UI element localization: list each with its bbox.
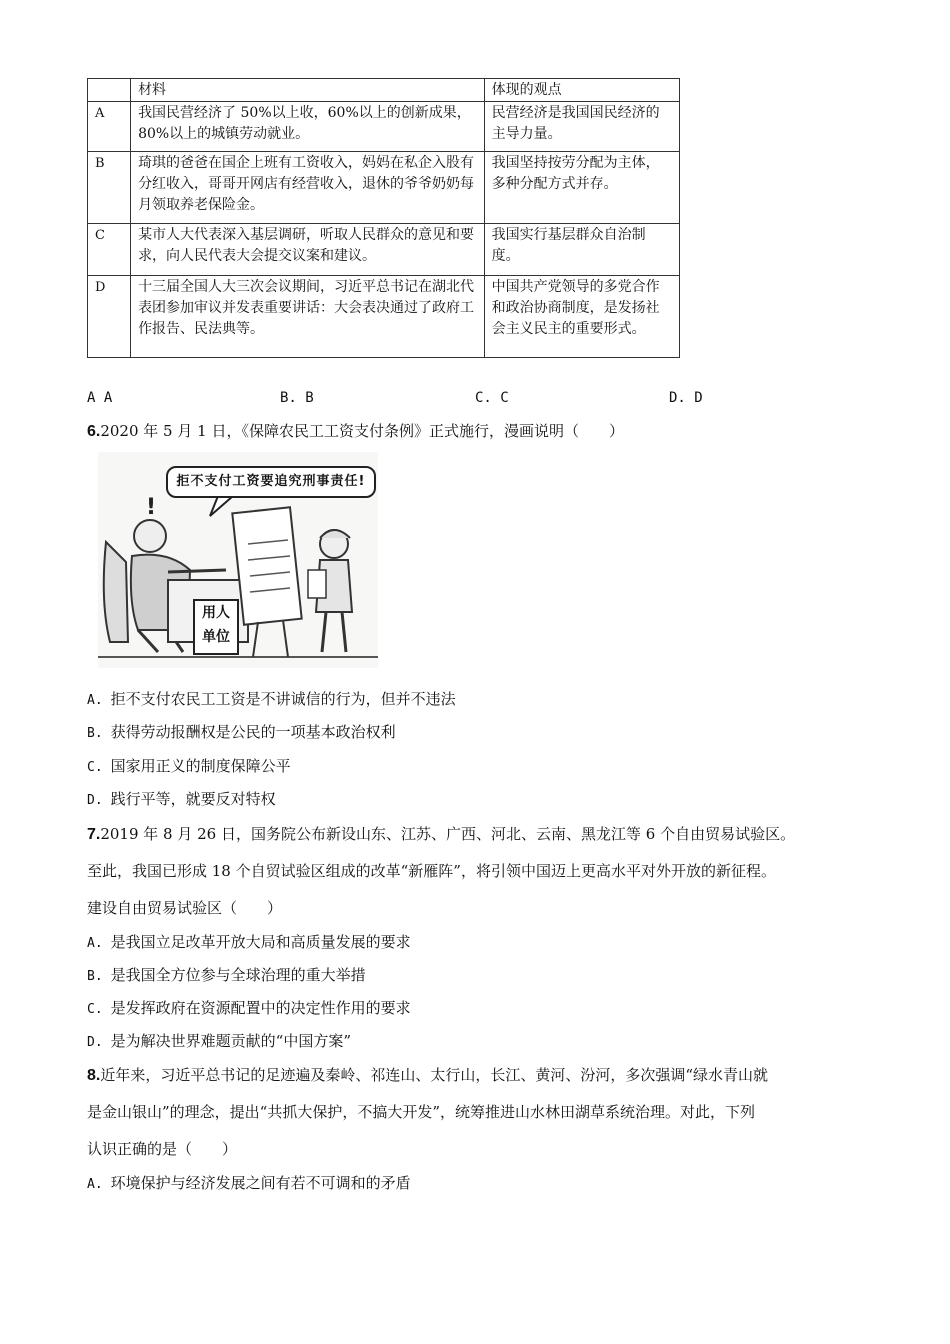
row-view: 中国共产党领导的多党合作和政治协商制度，是发扬社会主义民主的重要形式。 <box>484 276 679 358</box>
speech-bubble: 拒不支付工资要追究刑事责任! <box>166 466 376 498</box>
option-text: 环境保护与经济发展之间有若不可调和的矛盾 <box>110 1174 411 1192</box>
q6-option-d[interactable] <box>87 789 276 811</box>
q8-option-a[interactable] <box>87 1173 411 1195</box>
option-text: 是我国立足改革开放大局和高质量发展的要求 <box>110 933 411 951</box>
row-key: C <box>88 224 131 276</box>
header-cell-view: 体现的观点 <box>484 79 679 102</box>
q5-choice-a[interactable]: A A <box>87 390 113 406</box>
row-key: A <box>88 102 131 152</box>
option-letter: B. <box>87 969 103 984</box>
row-material: 琦琪的爸爸在国企上班有工资收入，妈妈在私企入股有分红收入，哥哥开网店有经营收入，退休的爷爷奶奶每月领取养老保险金。 <box>131 152 485 224</box>
row-key: B <box>88 152 131 224</box>
option-letter: A. <box>87 693 103 708</box>
q5-choice-b[interactable]: B. B <box>280 390 314 406</box>
q5-table <box>87 78 680 358</box>
option-letter: B. <box>87 726 103 741</box>
svg-text:!: ! <box>146 495 157 520</box>
option-text: 国家用正义的制度保障公平 <box>110 757 291 775</box>
table-row <box>88 152 680 224</box>
option-letter: C. <box>87 760 103 775</box>
employer-sign-line2: 单位 <box>202 629 230 645</box>
q6-option-b[interactable] <box>87 722 396 744</box>
row-material: 某市人大代表深入基层调研，听取人民群众的意见和要求，向人民代表大会提交议案和建议。 <box>131 224 485 276</box>
row-material: 我国民营经济了 50%以上收，60%以上的创新成果，80%以上的城镇劳动就业。 <box>131 102 485 152</box>
option-letter: A. <box>87 936 103 951</box>
employer-sign <box>193 599 239 655</box>
option-text: 是我国全方位参与全球治理的重大举措 <box>110 966 366 984</box>
table-row <box>88 224 680 276</box>
header-cell-material: 材料 <box>131 79 485 102</box>
q6-cartoon <box>98 452 378 668</box>
q7-stem-line-2: 至此，我国已形成 18 个自贸试验区组成的改革“新雁阵”，将引领中国迈上更高水平对外开放的新征程。 <box>87 862 776 880</box>
q7-option-a[interactable] <box>87 932 411 954</box>
q7-stem-line-1 <box>87 824 795 845</box>
option-letter: A. <box>87 1177 103 1192</box>
employer-sign-line1: 用人 <box>202 605 230 621</box>
header-cell-key <box>88 79 131 102</box>
row-key: D <box>88 276 131 358</box>
question-text: 近年来，习近平总书记的足迹遍及秦岭、祁连山、太行山，长江、黄河、汾河，多次强调“绿水青山就 <box>100 1066 769 1084</box>
table-header-row <box>88 79 680 102</box>
table-row <box>88 276 680 358</box>
q6-stem <box>87 421 624 442</box>
q7-stem-line-3: 建设自由贸易试验区（ ） <box>87 899 283 917</box>
question-number: 6. <box>87 423 101 440</box>
q6-option-a[interactable] <box>87 689 456 711</box>
q7-option-c[interactable] <box>87 998 411 1020</box>
option-text: 获得劳动报酬权是公民的一项基本政治权利 <box>110 723 396 741</box>
question-number: 7. <box>87 826 101 843</box>
table-row <box>88 102 680 152</box>
q6-option-c[interactable] <box>87 756 291 778</box>
option-letter: D. <box>87 793 103 808</box>
row-material: 十三届全国人大三次会议期间，习近平总书记在湖北代表团参加审议并发表重要讲话：大会表决通过了政府工作报告、民法典等。 <box>131 276 485 358</box>
option-letter: C. <box>87 1002 103 1017</box>
row-view: 我国坚持按劳分配为主体，多种分配方式并存。 <box>484 152 679 224</box>
q8-stem-line-3: 认识正确的是（ ） <box>87 1140 238 1158</box>
q7-option-b[interactable] <box>87 965 366 987</box>
q8-stem-line-2: 是金山银山”的理念，提出“共抓大保护，不搞大开发”，统筹推进山水林田湖草系统治理。对此，下列 <box>87 1103 756 1121</box>
option-text: 践行平等，就要反对特权 <box>110 790 276 808</box>
option-text: 拒不支付农民工工资是不讲诚信的行为，但并不违法 <box>110 690 456 708</box>
question-number: 8. <box>87 1067 101 1084</box>
q7-option-d[interactable] <box>87 1031 351 1053</box>
option-text: 是为解决世界难题贡献的“中国方案” <box>110 1032 351 1050</box>
q5-choice-c[interactable]: C. C <box>475 390 509 406</box>
q5-choice-d[interactable]: D. D <box>669 390 703 406</box>
option-text: 是发挥政府在资源配置中的决定性作用的要求 <box>110 999 411 1017</box>
row-view: 我国实行基层群众自治制度。 <box>484 224 679 276</box>
row-view: 民营经济是我国国民经济的主导力量。 <box>484 102 679 152</box>
question-text: 2020 年 5 月 1 日，《保障农民工工资支付条例》正式施行，漫画说明（ ） <box>100 422 624 440</box>
question-text: 2019 年 8 月 26 日，国务院公布新设山东、江苏、广西、河北、云南、黑龙江等 6 个自由贸易试验区。 <box>100 825 796 843</box>
option-letter: D. <box>87 1035 103 1050</box>
q8-stem-line-1 <box>87 1065 768 1086</box>
